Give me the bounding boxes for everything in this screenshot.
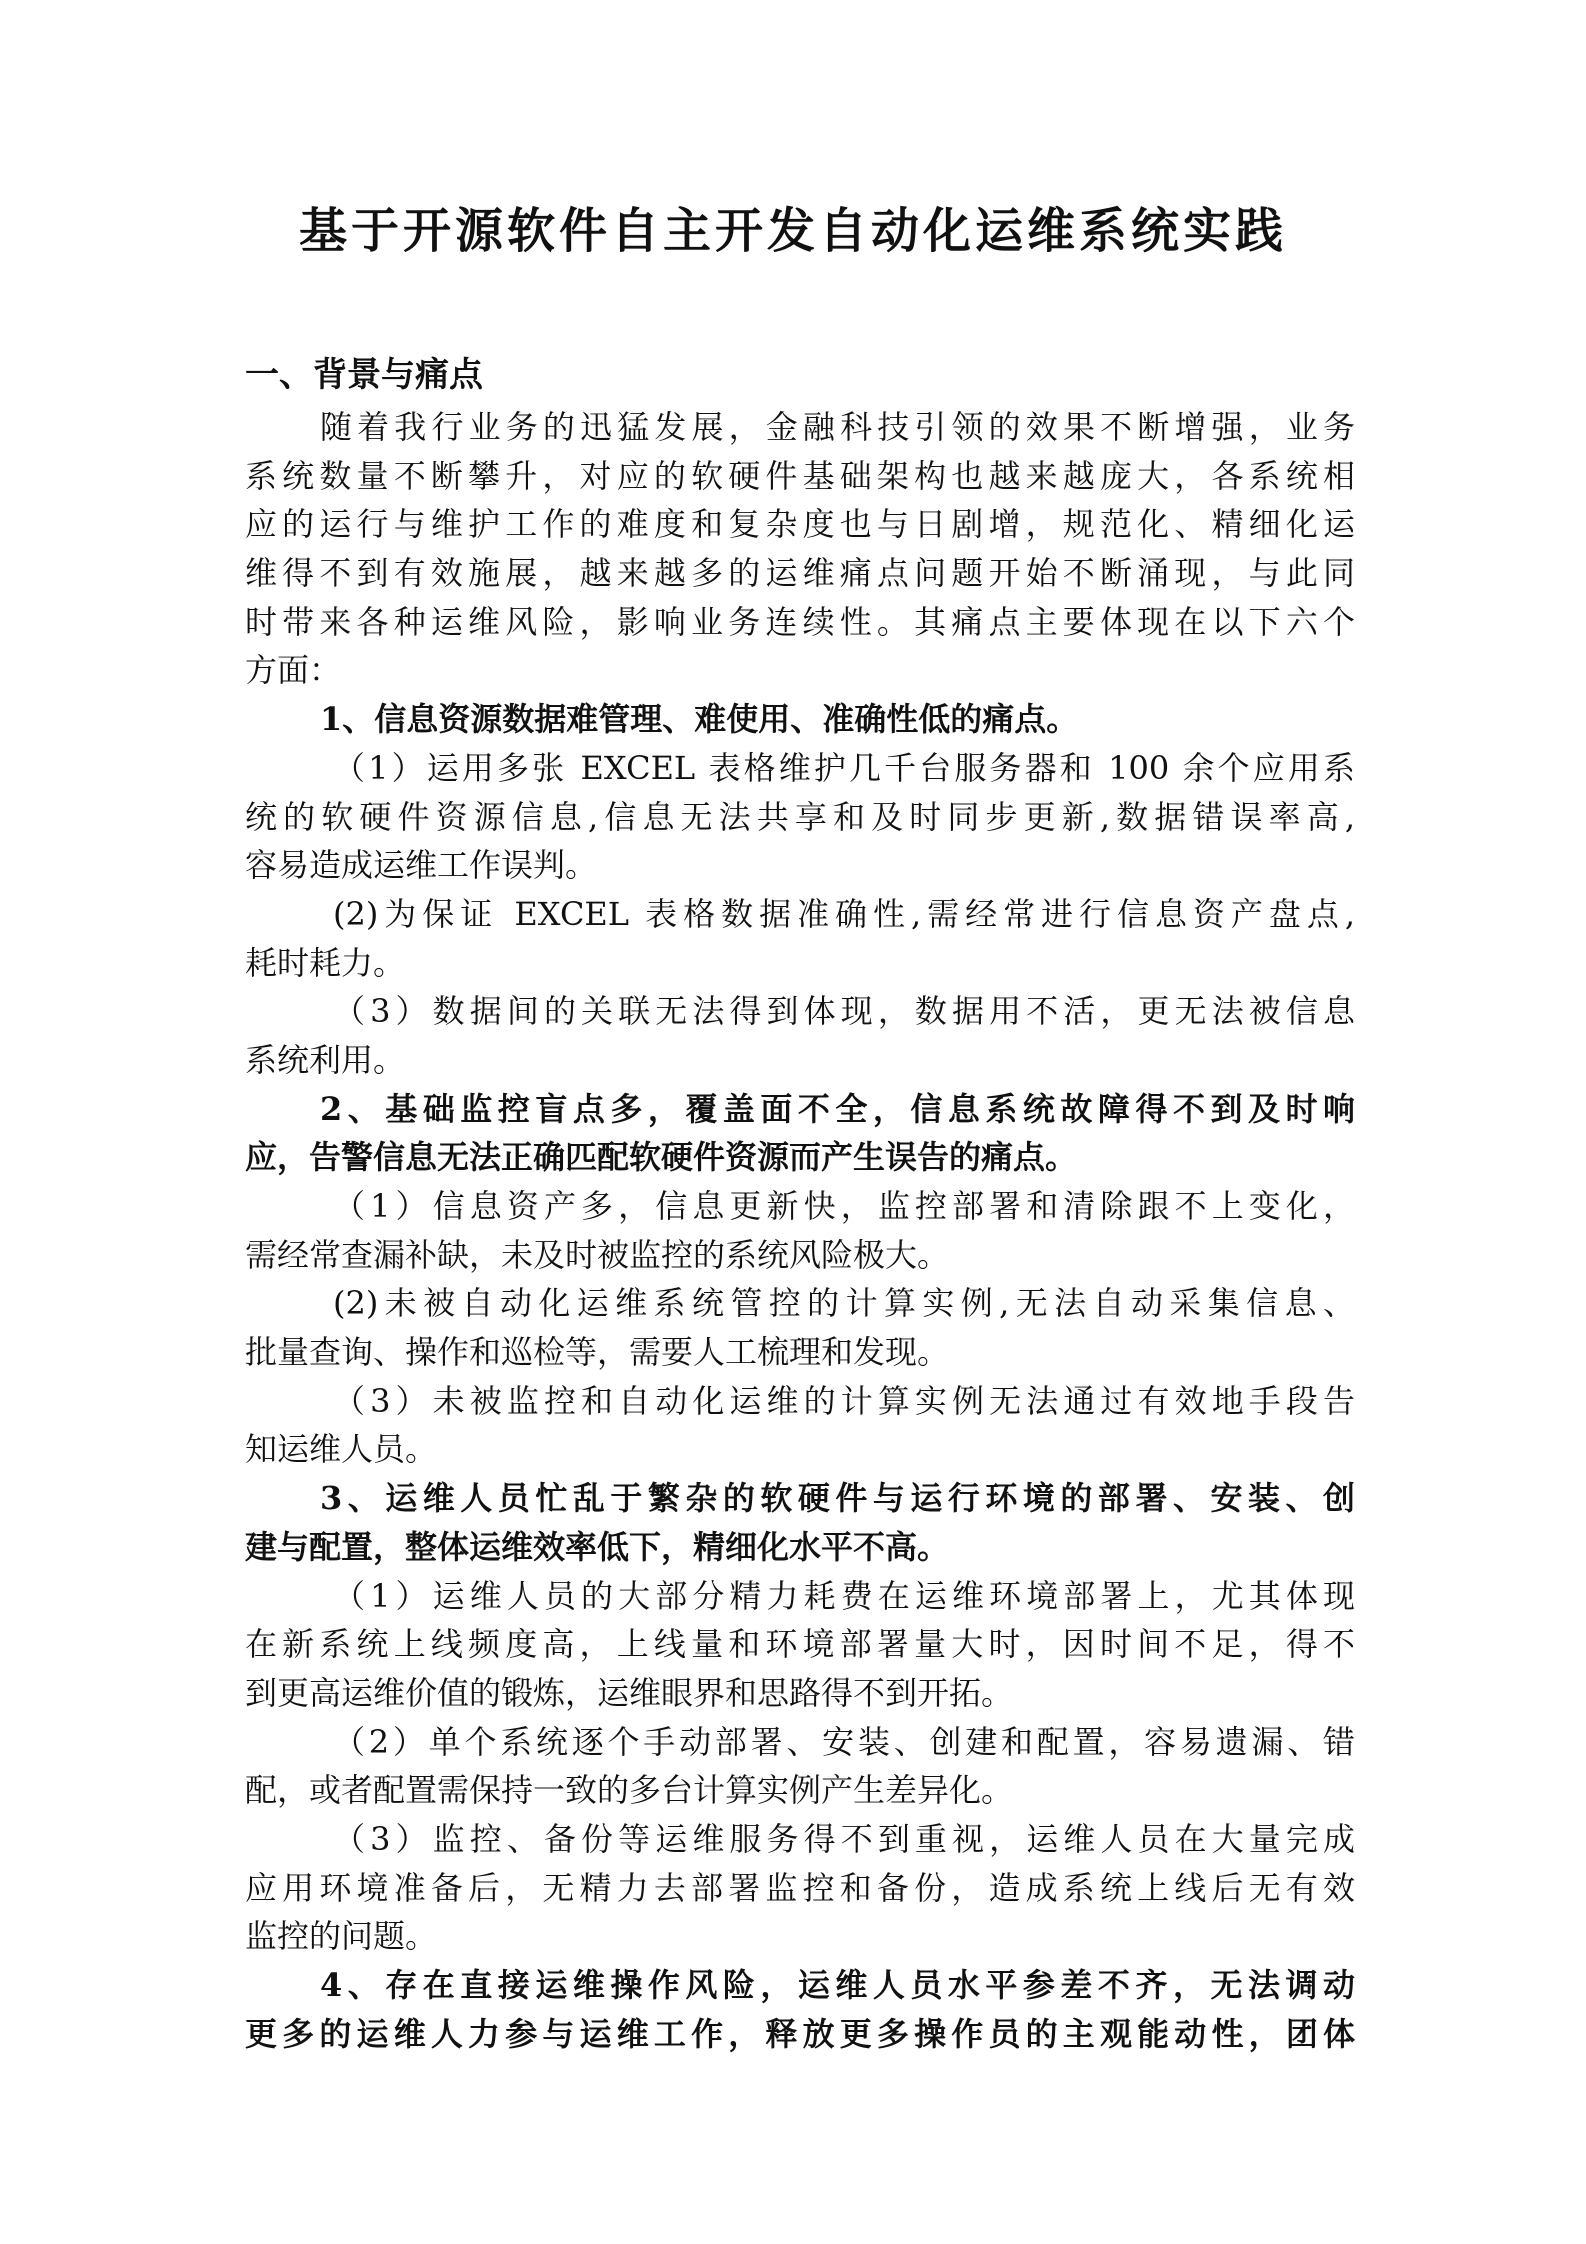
text-line: 容易造成运维工作误判。 [245, 846, 598, 885]
text-line: 知运维人员。 [245, 1430, 438, 1469]
text-line: 系统数量不断攀升，对应的软硬件基础架构也越来越庞大，各系统相 [245, 456, 1355, 495]
text-line: 到更高运维价值的锻炼，运维眼界和思路得不到开拓。 [245, 1673, 1014, 1712]
text-line: (2)未被自动化运维系统管控的计算实例,无法自动采集信息、 [333, 1284, 1355, 1323]
list-item-paragraph [245, 1815, 1355, 1961]
text-line: （3）监控、备份等运维服务得不到重视，运维人员在大量完成 [333, 1819, 1355, 1858]
document-title: 基于开源软件自主开发自动化运维系统实践 [298, 203, 1287, 259]
list-item-paragraph [245, 987, 1355, 1084]
text-line: 监控的问题。 [245, 1917, 438, 1956]
text-line: 1、信息资源数据难管理、难使用、准确性低的痛点。 [320, 700, 1079, 739]
text-line: 统的软硬件资源信息,信息无法共享和及时同步更新,数据错误率高, [245, 797, 1355, 836]
list-item-paragraph [245, 1718, 1355, 1815]
text-line: 应，告警信息无法正确匹配软硬件资源而产生误告的痛点。 [245, 1138, 1078, 1177]
text-line: （3）数据间的关联无法得到体现，数据用不活，更无法被信息 [333, 992, 1355, 1031]
text-line: 随着我行业务的迅猛发展，金融科技引领的效果不断增强，业务 [320, 408, 1355, 446]
section-heading: 一、背景与痛点 [245, 355, 483, 395]
subheading-paragraph [245, 695, 1355, 744]
text-line: 批量查询、操作和巡检等，需要人工梳理和发现。 [245, 1333, 950, 1372]
text-line: （1）信息资产多，信息更新快，监控部署和清除跟不上变化， [333, 1187, 1355, 1225]
text-line: 方面： [245, 651, 342, 690]
text-line: 更多的运维人力参与运维工作，释放更多操作员的主观能动性，团体 [245, 2014, 1355, 2053]
text-line: 3、运维人员忙乱于繁杂的软硬件与运行环境的部署、安装、创 [320, 1479, 1355, 1518]
list-item-paragraph [245, 890, 1355, 987]
text-line: （3）未被监控和自动化运维的计算实例无法通过有效地手段告 [333, 1381, 1355, 1420]
subheading-paragraph [245, 1961, 1355, 2058]
text-line: （1）运维人员的大部分精力耗费在运维环境部署上，尤其体现 [333, 1576, 1355, 1615]
text-line: 在新系统上线频度高，上线量和环境部署量大时，因时间不足，得不 [245, 1625, 1355, 1664]
list-item-paragraph [245, 1572, 1355, 1718]
subheading-paragraph [245, 1085, 1355, 1182]
document-body [245, 351, 1355, 2058]
text-line: 建与配置，整体运维效率低下，精细化水平不高。 [245, 1527, 950, 1566]
text-line: (2)为保证 EXCEL 表格数据准确性,需经常进行信息资产盘点, [333, 894, 1355, 933]
text-line: 维得不到有效施展，越来越多的运维痛点问题开始不断涌现，与此同 [245, 554, 1355, 593]
subheading-paragraph [245, 1474, 1355, 1571]
text-line: 需经常查漏补缺，未及时被监控的系统风险极大。 [245, 1235, 950, 1274]
paragraph-list [245, 403, 1355, 2058]
text-line: 4、存在直接运维操作风险，运维人员水平参差不齐，无法调动 [320, 1966, 1355, 2004]
list-item-paragraph [245, 744, 1355, 890]
body-paragraph [245, 403, 1355, 695]
text-line: 时带来各种运维风险，影响业务连续性。其痛点主要体现在以下六个 [245, 602, 1355, 641]
text-line: 应的运行与维护工作的难度和复杂度也与日剧增，规范化、精细化运 [245, 505, 1355, 544]
list-item-paragraph [245, 1279, 1355, 1376]
text-line: 应用环境准备后，无精力去部署监控和备份，造成系统上线后无有效 [245, 1868, 1355, 1907]
text-line: 耗时耗力。 [245, 943, 406, 982]
list-item-paragraph [245, 1182, 1355, 1279]
text-line: （2）单个系统逐个手动部署、安装、创建和配置，容易遗漏、错 [333, 1722, 1355, 1761]
text-line: （1）运用多张 EXCEL 表格维护几千台服务器和 100 余个应用系 [333, 748, 1355, 787]
list-item-paragraph [245, 1377, 1355, 1474]
text-line: 2、基础监控盲点多，覆盖面不全，信息系统故障得不到及时响 [320, 1089, 1355, 1128]
text-line: 系统利用。 [245, 1040, 406, 1079]
text-line: 配，或者配置需保持一致的多台计算实例产生差异化。 [245, 1771, 1014, 1810]
